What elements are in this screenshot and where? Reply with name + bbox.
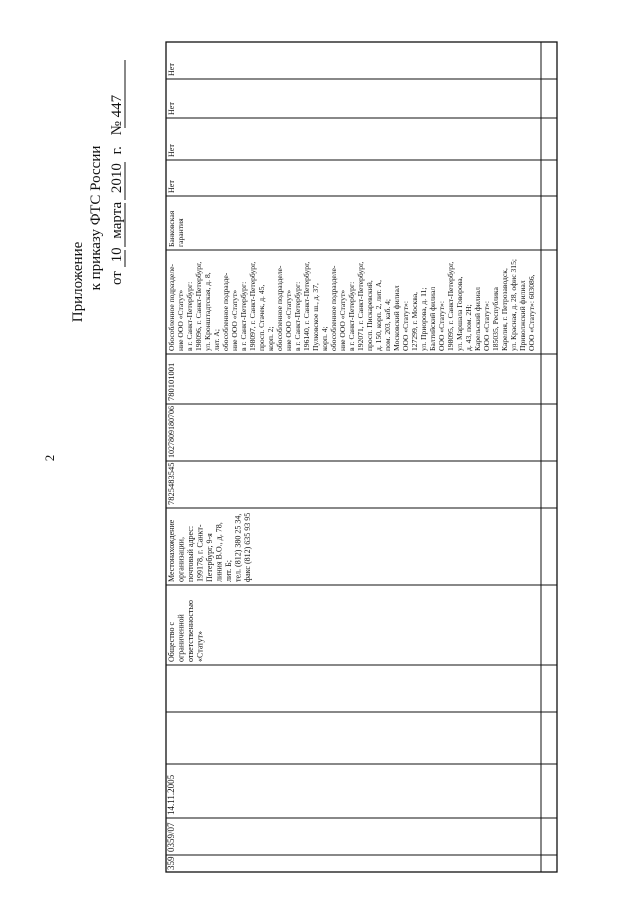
branch-line: Московский филиал [392, 285, 401, 351]
address-line: факс (812) 635 93 95 [243, 512, 252, 582]
header-date-month: марта [109, 201, 125, 239]
header-line2: к приказу ФТС России [88, 145, 104, 291]
cell-no-2: Нет [167, 144, 176, 157]
cell-organization-name [167, 600, 205, 662]
address-line: 199178, г. Санкт- [195, 524, 205, 582]
branch-line: 127299, г. Москва, [410, 292, 419, 351]
branch-line: ул. Кронштадтская, д. 8, [203, 272, 212, 351]
branch-line: 185035, Республика [491, 287, 500, 351]
branch-line: ул. Маршала Говорова, [455, 276, 464, 351]
organization-name-line: Общество с [167, 621, 176, 662]
header-number-sign: № [109, 121, 125, 136]
header-date-suffix: г. [109, 146, 125, 155]
branch-line: Пулковское ш., д. 37, [311, 283, 320, 351]
branch-line: корп. 4; [320, 326, 329, 351]
table-row [166, 63, 536, 870]
branch-line: обособленное подразделе- [329, 265, 338, 351]
branch-line: д. 43, пом. 2Н; [464, 304, 473, 351]
branch-line: в г. Санкт-Петербург: [239, 281, 248, 351]
address-line: Местонахождение [167, 519, 176, 582]
branch-line: ул. Приорова, д. 11; [419, 287, 428, 351]
table-border [166, 42, 557, 872]
header-number: 447 [109, 94, 125, 118]
cell-inn: 7825483545 [166, 462, 176, 505]
branch-line: обособленное подразделе- [275, 265, 284, 351]
branch-line: Балтийский филиал [428, 286, 437, 351]
branch-line: 198095, г. Санкт-Петербург, [446, 261, 455, 351]
cell-guarantee [167, 210, 185, 247]
branch-line: ООО «Статут»: 603086, [527, 274, 536, 351]
cell-no-1: Нет [167, 180, 176, 193]
branch-line: ул. Красная, д. 28, офис 315; [509, 259, 518, 351]
cell-location-address [167, 513, 252, 582]
branch-line: ние ООО «Статут» [338, 289, 347, 351]
address-line: Петербург, 9-я [205, 533, 214, 582]
cell-registration-number: 0359/07 [166, 822, 176, 852]
registry-table [166, 42, 557, 872]
branch-line: лит. А; [212, 329, 221, 351]
branch-line: 198097, г. Санкт-Петербург, [248, 261, 257, 351]
cell-ogrn: 1027809180706 [167, 406, 176, 458]
organization-name-line: «Статут» [195, 630, 205, 662]
branch-line: д. 150, корп. 2, лит. А, [374, 280, 383, 351]
branch-line: в г. Санкт-Петербург: [293, 281, 302, 351]
header-date-day: 10 [109, 247, 125, 263]
cell-row-number: 359 [166, 856, 176, 870]
branch-line: пом. 203, каб. 4; [383, 298, 392, 351]
cell-no-3: Нет [167, 102, 176, 115]
branch-line: Приволжский филиал [518, 280, 527, 351]
branch-line: ние ООО «Статут» [284, 289, 293, 351]
cell-branches [167, 259, 536, 351]
address-line: лит. Б; [224, 560, 233, 582]
branch-line: 196140, г. Санкт-Петербург, [302, 261, 311, 351]
header-line1: Приложение [70, 241, 86, 323]
branch-line: 198096, г. Санкт-Петербург, [194, 261, 203, 351]
header-date-prefix: от [109, 271, 125, 285]
branch-line: ООО «Статут»: [401, 301, 410, 351]
guarantee-line: Банковская [167, 210, 176, 247]
branch-line: в г. Санкт-Петербург: [347, 281, 356, 351]
branch-line: в г. Санкт-Петербург: [185, 281, 194, 351]
branch-line: ООО «Статут»: [437, 301, 446, 351]
header-date-line [109, 94, 125, 285]
cell-date: 14.11.2005 [166, 774, 176, 815]
branch-line: Карельский филиал [473, 287, 482, 351]
page-number: 2 [42, 454, 57, 462]
branch-line: корп. 2; [266, 326, 275, 351]
branch-line: ние ООО «Статут» [230, 289, 239, 351]
address-line: организации, [176, 537, 186, 582]
branch-line: просп. Пискаревский, [365, 280, 374, 351]
cell-no-4: Нет [167, 63, 176, 76]
order-header [70, 60, 125, 322]
organization-name-line: ответственностью [186, 599, 195, 662]
branch-line: Карелия, г. Петрозаводск, [500, 268, 509, 351]
branch-line: Обособленное подразделе- [167, 263, 176, 351]
branch-line: просп. Стачек, д. 45, [257, 284, 266, 351]
guarantee-line: гарантия [176, 218, 185, 247]
branch-line: ООО «Статут»: [482, 301, 491, 351]
branch-line: 192071, г. Санкт-Петербург, [356, 261, 365, 351]
address-line: линия В.О., д. 78, [214, 522, 224, 582]
address-line: почтовый адрес: [186, 525, 195, 582]
header-date-year: 2010 [109, 163, 125, 194]
organization-name-line: ограниченной [176, 614, 186, 662]
cell-kpp: 780101001 [166, 362, 176, 401]
branch-line: обособленное подразде- [221, 272, 230, 351]
branch-line: ние ООО «Статут» [176, 289, 185, 351]
address-line: тел. (812) 380 25 34, [233, 513, 243, 582]
